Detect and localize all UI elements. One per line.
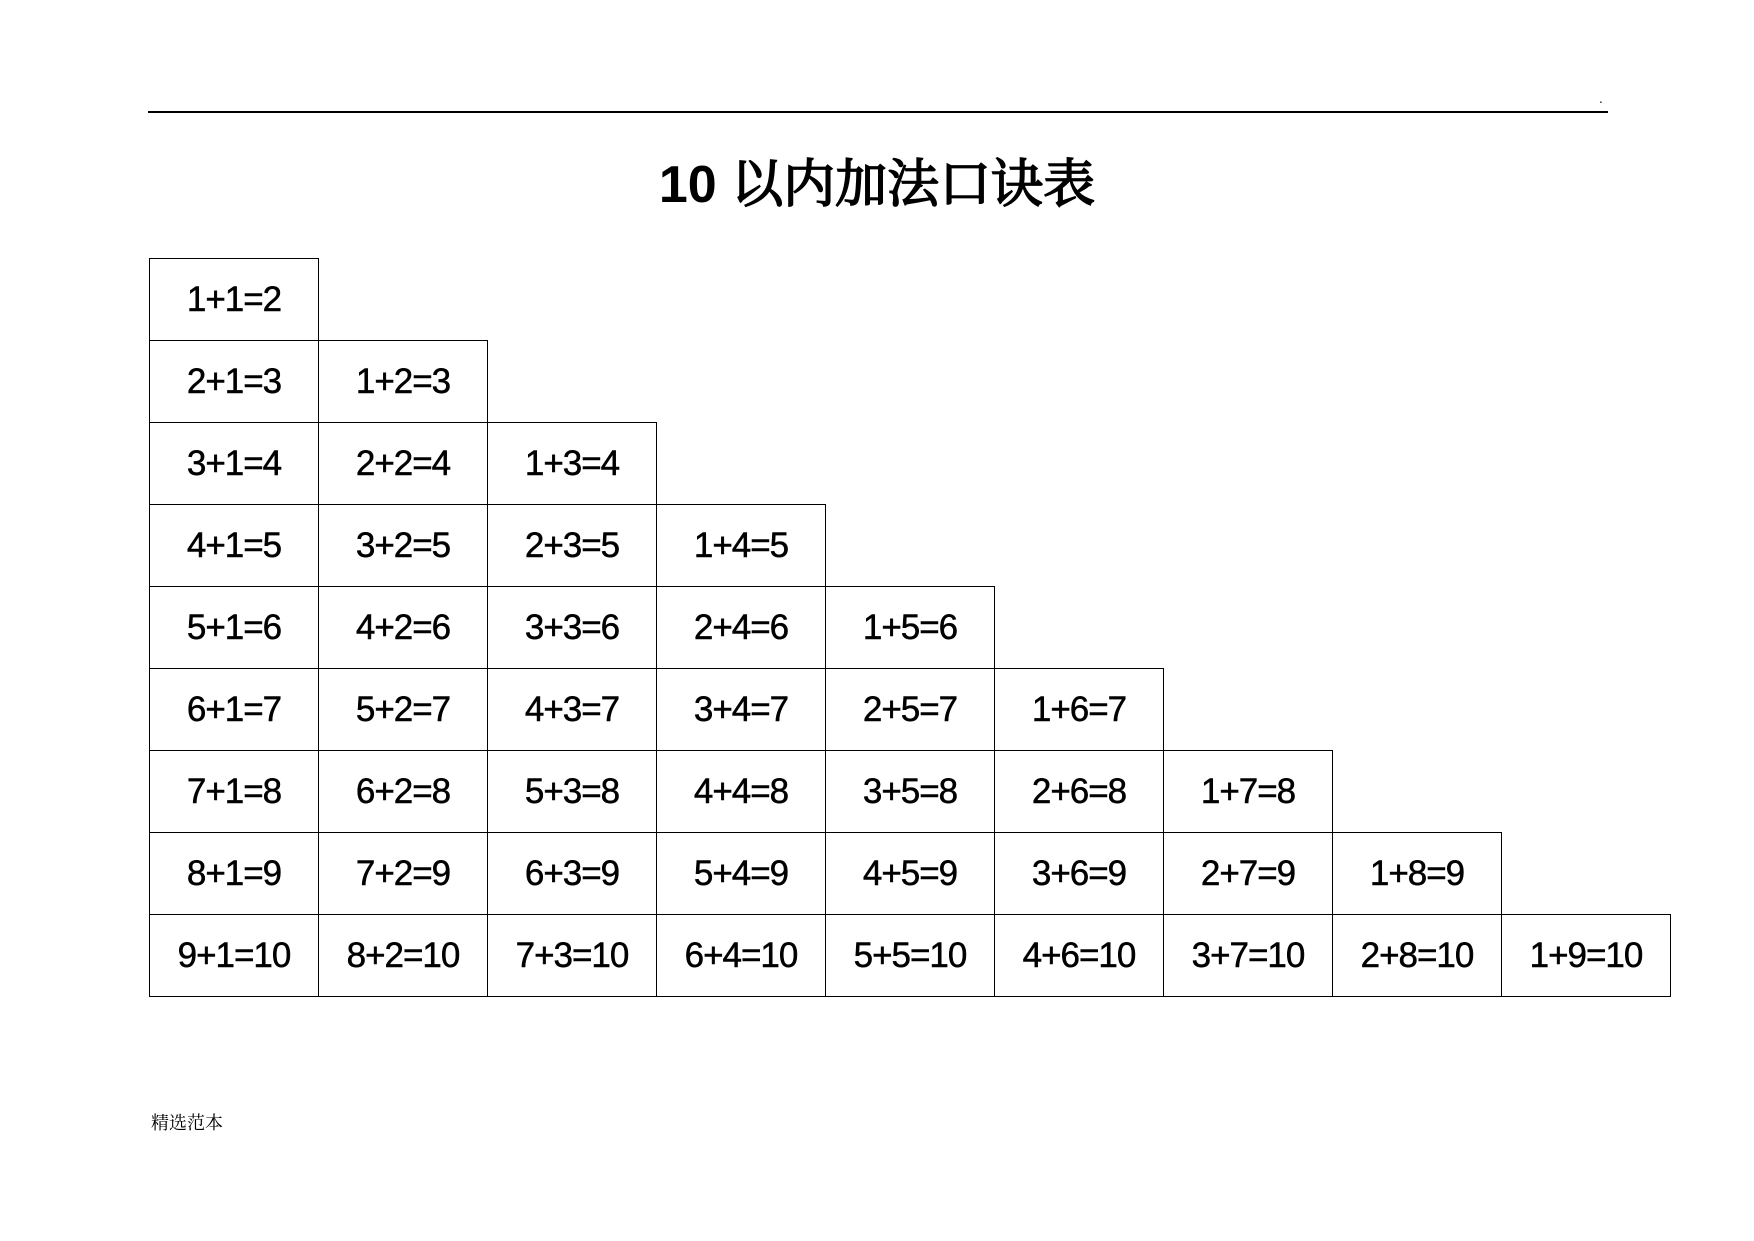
table-row [149, 750, 1671, 833]
equation-cell: 3+3=6 [487, 586, 657, 669]
equation-cell: 4+2=6 [318, 586, 488, 669]
addition-table [149, 258, 1671, 997]
equation-cell: 5+1=6 [149, 586, 319, 669]
equation-cell: 1+5=6 [825, 586, 995, 669]
equation-cell: 4+1=5 [149, 504, 319, 587]
page-title: 10 以内加法口诀表 [658, 156, 1096, 214]
table-row [149, 422, 1671, 505]
equation-cell: 6+2=8 [318, 750, 488, 833]
equation-cell: 7+2=9 [318, 832, 488, 915]
equation-cell: 5+2=7 [318, 668, 488, 751]
equation-cell: 1+6=7 [994, 668, 1164, 751]
equation-cell: 2+4=6 [656, 586, 826, 669]
equation-cell: 6+1=7 [149, 668, 319, 751]
table-row [149, 504, 1671, 587]
equation-cell: 3+1=4 [149, 422, 319, 505]
equation-cell: 4+6=10 [994, 914, 1164, 997]
equation-cell: 1+4=5 [656, 504, 826, 587]
equation-cell: 2+5=7 [825, 668, 995, 751]
equation-cell: 4+4=8 [656, 750, 826, 833]
header-rule [148, 111, 1608, 113]
equation-cell: 5+3=8 [487, 750, 657, 833]
table-row [149, 914, 1671, 997]
equation-cell: 2+3=5 [487, 504, 657, 587]
equation-cell: 3+7=10 [1163, 914, 1333, 997]
equation-cell: 2+7=9 [1163, 832, 1333, 915]
equation-cell: 3+5=8 [825, 750, 995, 833]
header-mark: . [1599, 92, 1603, 106]
equation-cell: 1+3=4 [487, 422, 657, 505]
equation-cell: 1+9=10 [1501, 914, 1671, 997]
equation-cell: 7+1=8 [149, 750, 319, 833]
equation-cell: 2+6=8 [994, 750, 1164, 833]
table-row [149, 258, 1671, 341]
equation-cell: 8+2=10 [318, 914, 488, 997]
table-row [149, 832, 1671, 915]
table-row [149, 586, 1671, 669]
equation-cell: 4+3=7 [487, 668, 657, 751]
footer-text: 精选范本 [151, 1113, 223, 1134]
equation-cell: 9+1=10 [149, 914, 319, 997]
equation-cell: 2+2=4 [318, 422, 488, 505]
equation-cell: 5+5=10 [825, 914, 995, 997]
equation-cell: 5+4=9 [656, 832, 826, 915]
equation-cell: 7+3=10 [487, 914, 657, 997]
equation-cell: 3+4=7 [656, 668, 826, 751]
equation-cell: 6+4=10 [656, 914, 826, 997]
equation-cell: 1+1=2 [149, 258, 319, 341]
equation-cell: 3+6=9 [994, 832, 1164, 915]
equation-cell: 1+7=8 [1163, 750, 1333, 833]
equation-cell: 4+5=9 [825, 832, 995, 915]
equation-cell: 2+8=10 [1332, 914, 1502, 997]
equation-cell: 3+2=5 [318, 504, 488, 587]
equation-cell: 6+3=9 [487, 832, 657, 915]
table-row [149, 668, 1671, 751]
equation-cell: 2+1=3 [149, 340, 319, 423]
equation-cell: 8+1=9 [149, 832, 319, 915]
table-row [149, 340, 1671, 423]
equation-cell: 1+2=3 [318, 340, 488, 423]
equation-cell: 1+8=9 [1332, 832, 1502, 915]
